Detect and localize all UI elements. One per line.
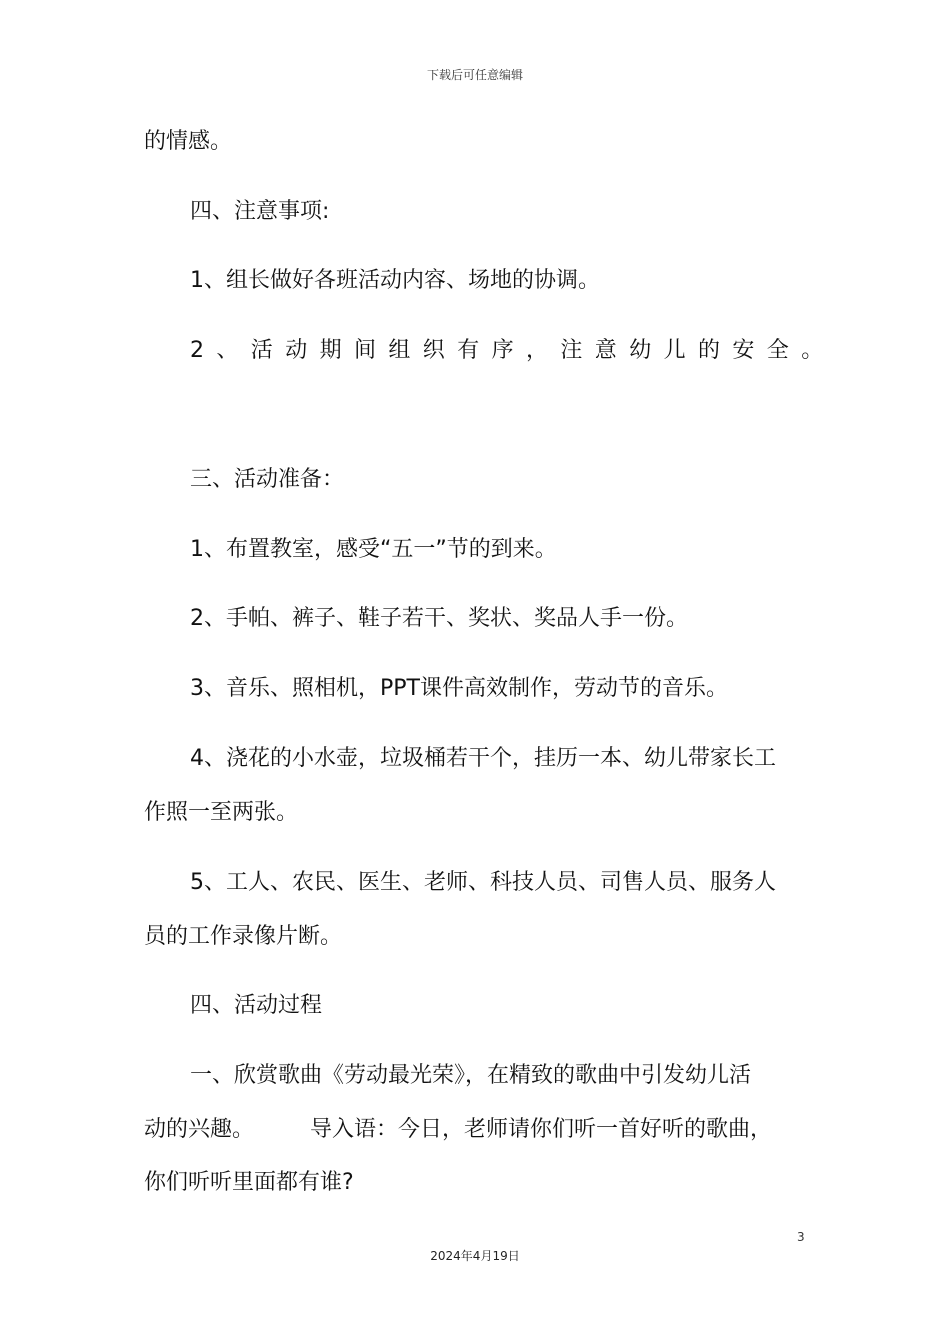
list-item: 2、活动期间组织有序，注意幼儿的安全。 [190,338,836,363]
list-item: 3、音乐、照相机，PPT课件高效制作，劳动节的音乐。 [190,676,728,701]
list-item: 1、布置教室，感受“五一”节的到来。 [190,537,557,562]
section-heading: 三、活动准备： [190,467,345,492]
section-heading: 四、注意事项: [190,199,330,224]
paragraph-line: 作照一至两张。 [144,800,299,825]
page-header: 下载后可任意编辑 [426,68,523,82]
paragraph-line: 的情感。 [144,129,233,154]
list-item: 5、工人、农民、医生、老师、科技人员、司售人员、服务人 [190,870,776,895]
paragraph-line: 员的工作录像片断。 [144,924,343,949]
page-number: 3 [797,1230,805,1244]
paragraph-line: 你们听听里面都有谁? [144,1170,354,1195]
paragraph-line: 一、欣赏歌曲《劳动最光荣》，在精致的歌曲中引发幼儿活 [190,1063,752,1088]
footer-date: 2024年4月19日 [430,1249,520,1263]
section-heading: 四、活动过程 [190,993,323,1018]
list-item: 4、浇花的小水壶，垃圾桶若干个，挂历一本、幼儿带家长工 [190,746,776,771]
list-item: 1、组长做好各班活动内容、场地的协调。 [190,268,600,293]
list-item: 2、手帕、裤子、鞋子若干、奖状、奖品人手一份。 [190,606,688,631]
paragraph-line: 动的兴趣。 导入语：今日，老师请你们听一首好听的歌曲， [144,1117,772,1142]
